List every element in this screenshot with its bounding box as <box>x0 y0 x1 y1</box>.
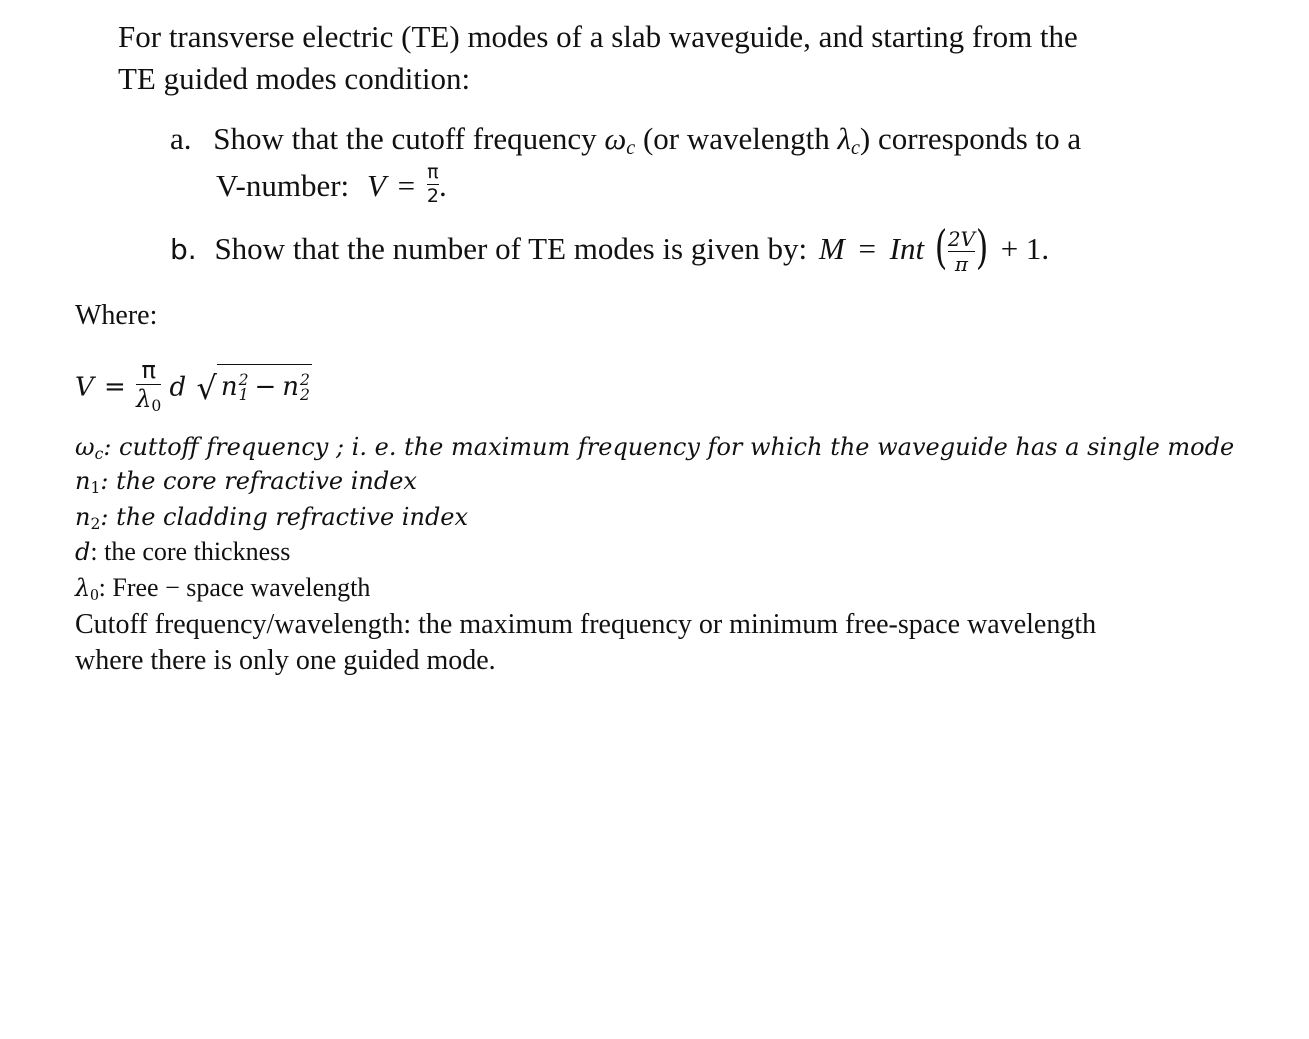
v-formula-frac-num: π <box>141 356 156 384</box>
item-b-frac-den: π <box>954 252 968 277</box>
def-d: d: the core thickness <box>75 537 291 566</box>
item-a-text-after: ) corresponds to a <box>859 121 1082 156</box>
item-a-frac-den: 2 <box>426 185 439 208</box>
item-a-period: . <box>438 168 447 203</box>
intro-line-1: For transverse electric (TE) modes of a slab waveguide, and starting from the <box>118 19 1078 54</box>
item-a-frac-num: π <box>427 161 439 184</box>
item-a-text-before: Show that the cutoff frequency <box>213 121 597 156</box>
def-omega-c: $\omega_c$: cuttoff frequency ; i. e. the maximum frequency for which the waveguide has a single mode <box>75 433 1235 463</box>
lambda-c-symbol: $\lambda_c$ <box>837 121 860 160</box>
def-cutoff-line-1: Cutoff frequency/wavelength: the maximum frequency or minimum free-space wavelength <box>75 609 1097 640</box>
item-a-v-symbol: V <box>366 168 386 203</box>
item-b-marker: b. <box>170 233 197 266</box>
v-formula-pi-over-lambda <box>136 358 161 414</box>
right-paren: ) <box>975 220 989 274</box>
item-b-tail: + 1. <box>1000 231 1050 266</box>
item-a-pi-over-2-fraction <box>427 163 439 206</box>
v-formula-frac-den: $\lambda_0$ <box>136 385 162 415</box>
omega-c-symbol: $\omega_c$ <box>604 121 636 160</box>
item-b-text: Show that the number of TE modes is given by: <box>214 231 808 266</box>
item-b-line <box>170 220 1050 277</box>
where-label: Where: <box>75 300 158 331</box>
def-n1: $n_1$: the core refractive index <box>75 467 417 497</box>
item-a-line-1 <box>170 118 1081 169</box>
item-b-m-symbol: M <box>818 231 845 266</box>
v-formula-equals: = <box>104 372 126 403</box>
item-a-equals: = <box>397 168 416 203</box>
sqrt-radicand: n 2 1 − n 2 2 <box>217 364 312 407</box>
item-b-int-label: Int <box>889 231 925 266</box>
v-formula-v: V <box>75 372 94 403</box>
item-a-marker: a. <box>170 121 192 156</box>
def-n2: $n_2$: the cladding refractive index <box>75 503 469 533</box>
left-paren: ( <box>934 220 948 274</box>
v-formula <box>75 356 312 416</box>
intro-line-2: TE guided modes condition: <box>118 61 471 96</box>
def-cutoff-line-2: where there is only one guided mode. <box>75 645 496 676</box>
item-b-2v-over-pi-fraction <box>947 227 975 277</box>
item-a-line-2 <box>216 161 447 210</box>
sqrt-icon: √ <box>196 369 217 408</box>
item-a-vnumber-label: V-number: <box>216 168 350 203</box>
def-lambda0: $\lambda_0$: Free − space wavelength <box>75 573 371 605</box>
item-b-equals: = <box>858 231 876 266</box>
v-formula-d: d <box>169 372 187 403</box>
item-b-frac-num: 2V <box>947 227 975 252</box>
item-a-text-mid: (or wavelength <box>642 121 830 156</box>
